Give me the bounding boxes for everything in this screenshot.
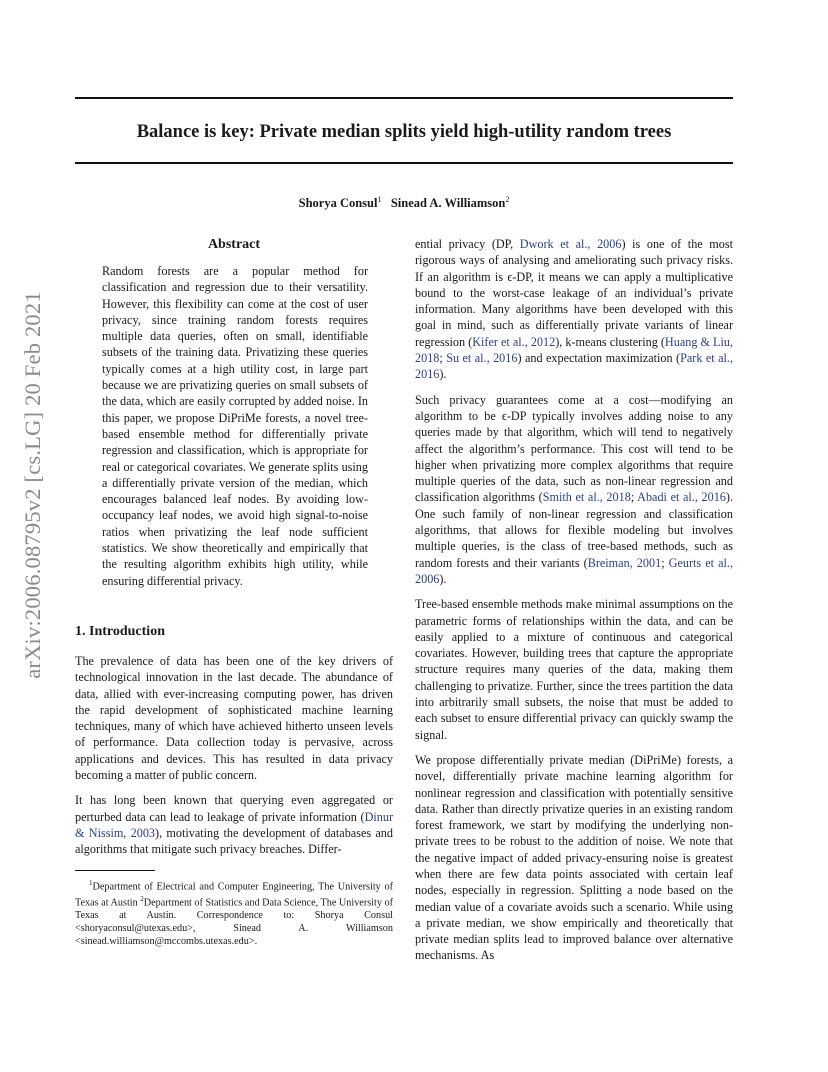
right-column <box>415 236 733 973</box>
footnote-mark: 1 <box>89 878 93 887</box>
author-name: Shorya Consul <box>298 196 378 211</box>
author-list <box>75 192 733 211</box>
citation-link[interactable]: Park et al., 2016 <box>415 351 734 382</box>
right-paragraph-3: Tree-based ensemble methods make minimal assumptions on the parametric forms of relationships within the data, and can be easily applied to a mixture of continuous and categorical covariates. However, building trees that capture the appropriate structure requires many queries of the data, making them challenging to privatize. Further, since the trees partition the data into arbitrarily small subsets, the noise that must be added to each subset to ensure differential privacy can quickly swamp the signal. <box>415 597 733 742</box>
text-run: It has long been known that querying even aggregated or perturbed data can lead to leakage of private information ( <box>75 793 393 824</box>
citation-link[interactable]: Dwork et al., 2006 <box>519 237 622 251</box>
title-top-rule <box>75 97 733 99</box>
text-run: ). <box>439 571 447 586</box>
author-affiliation-mark: 2 <box>505 195 510 204</box>
citation-link[interactable]: Abadi et al., 2016 <box>637 490 726 505</box>
text-run: ; <box>630 490 638 505</box>
section-heading-introduction: 1. Introduction <box>75 623 165 639</box>
abstract-heading: Abstract <box>207 237 261 252</box>
text-run: ), motivating the development of databases and algorithms that mitigate such privacy breaches. Differ- <box>75 825 393 857</box>
arxiv-identifier: arXiv:2006.08795v2 [cs.LG] 20 Feb 2021 <box>19 291 45 679</box>
left-column <box>75 236 393 948</box>
text-run: ) is one of the most rigorous ways of analysing and ameliorating such privacy risks. If an algorithm is ϵ-DP, it means we can apply a multiplicative bound to the worst-case leakage of an individual’s private information. Many algorithms have been developed with this goal in mind, such as differentially private variants of linear regression ( <box>415 237 733 349</box>
text-run: ), k-means clustering ( <box>555 334 665 349</box>
text-run: ) and expectation maximization ( <box>517 351 681 366</box>
text-run: Department of Electrical and Computer Engineering, The University of Texas at Austin <box>75 880 393 909</box>
author-affiliation-mark: 1 <box>377 195 382 204</box>
right-paragraph-2 <box>415 392 733 588</box>
citation-link[interactable]: Su et al., 2016 <box>446 351 518 366</box>
citation-link[interactable]: Huang & Liu, 2018 <box>415 334 733 366</box>
intro-paragraph-2 <box>75 792 393 857</box>
footnote-divider <box>75 870 155 871</box>
text-run: Department of Statistics and Data Science, The University of Texas at Austin. Correspondence to: Shorya Consul <shoryaconsul@utexas.edu>, Sinead A. Williamson <sinead.williamson@mccombs.utexas.edu>. <box>75 897 393 947</box>
text-run: ; <box>661 555 669 570</box>
title-bottom-rule <box>75 162 733 164</box>
text-run: Such privacy guarantees come at a cost—modifying an algorithm to be ϵ-DP typically involves adding noise to any queries made by that algorithm, which will tend to negatively affect the algorithm’s performance. This cost will tend to be higher when privatizing more complex algorithms that require multiple queries of the data, such as non-linear regression and classification algorithms ( <box>415 392 733 505</box>
author-name: Sinead A. Williamson <box>390 196 506 211</box>
right-paragraph-1 <box>415 236 733 383</box>
citation-link[interactable]: Smith et al., 2018 <box>542 490 631 505</box>
text-run: ). <box>439 367 447 382</box>
paper-title: Balance is key: Private median splits yield high-utility random trees <box>136 122 672 142</box>
text-run: ). One such family of non-linear regression and classification algorithms, that allows for flexible modeling but involves multiple queries, is the class of tree-based methods, such as random forests and their variants ( <box>415 490 733 570</box>
abstract-text: Random forests are a popular method for classification and regression due to their versatility. However, this flexibility can come at the cost of user privacy, since training random forests requires multiple data queries, often on small, identifiable subsets of the training data. Privatizing these queries typically comes at a high utility cost, in large part because we are privatizing queries on small subsets of the data, which are easily corrupted by added noise. In this paper, we propose DiPriMe forests, a novel tree-based ensemble method for differentially private regression and classification, which is appropriate for real or categorical covariates. We generate splits using a differentially private version of the median, which encourages balanced leaf nodes. By avoiding low-occupancy leaf nodes, we avoid high signal-to-noise ratios when privatizing the leaf node sufficient statistics. We show theoretically and empirically that the resulting algorithm exhibits high utility, while ensuring differential privacy. <box>102 264 368 588</box>
citation-link[interactable]: Dinur & Nissim, 2003 <box>75 809 393 840</box>
right-paragraph-4: We propose differentially private median (DiPriMe) forests, a novel, differentially private machine learning algorithm for nonlinear regression and classification with potentially sensitive data. Rather than directly privatize queries in an existing random forest framework, we start by modifying the underlying non-private trees to be robust to the addition of noise. We note that the negative impact of added privacy-ensuring noise is greatest when there are few data points associated with certain leaf nodes, especially in regression. Splitting a node based on the median value of a covariate avoids such a scenario. While using a private median, we show empirically and theoretically that private median splits lead to improved balance over alternative mechanisms. As <box>415 752 733 963</box>
text-run: ential privacy (DP, <box>415 237 520 251</box>
citation-link[interactable]: Geurts et al., 2006 <box>415 555 733 586</box>
footnote-mark: 2 <box>140 895 144 904</box>
citation-link[interactable]: Breiman, 2001 <box>587 555 662 570</box>
citation-link[interactable]: Kifer et al., 2012 <box>472 334 556 349</box>
arxiv-side-label <box>10 290 55 680</box>
affiliation-footnote <box>75 877 393 949</box>
intro-paragraph-1: The prevalence of data has been one of the key drivers of technological innovation in the last decade. The abundance of data, allied with ever-increasing computing power, has driven the rapid development of sophisticated machine learning techniques, many of which have achieved hitherto unseen levels of performance. Data collection today is pervasive, across applications and devices. This has resulted in data privacy becoming a matter of public concern. <box>75 653 393 783</box>
text-run: ; <box>439 351 447 366</box>
